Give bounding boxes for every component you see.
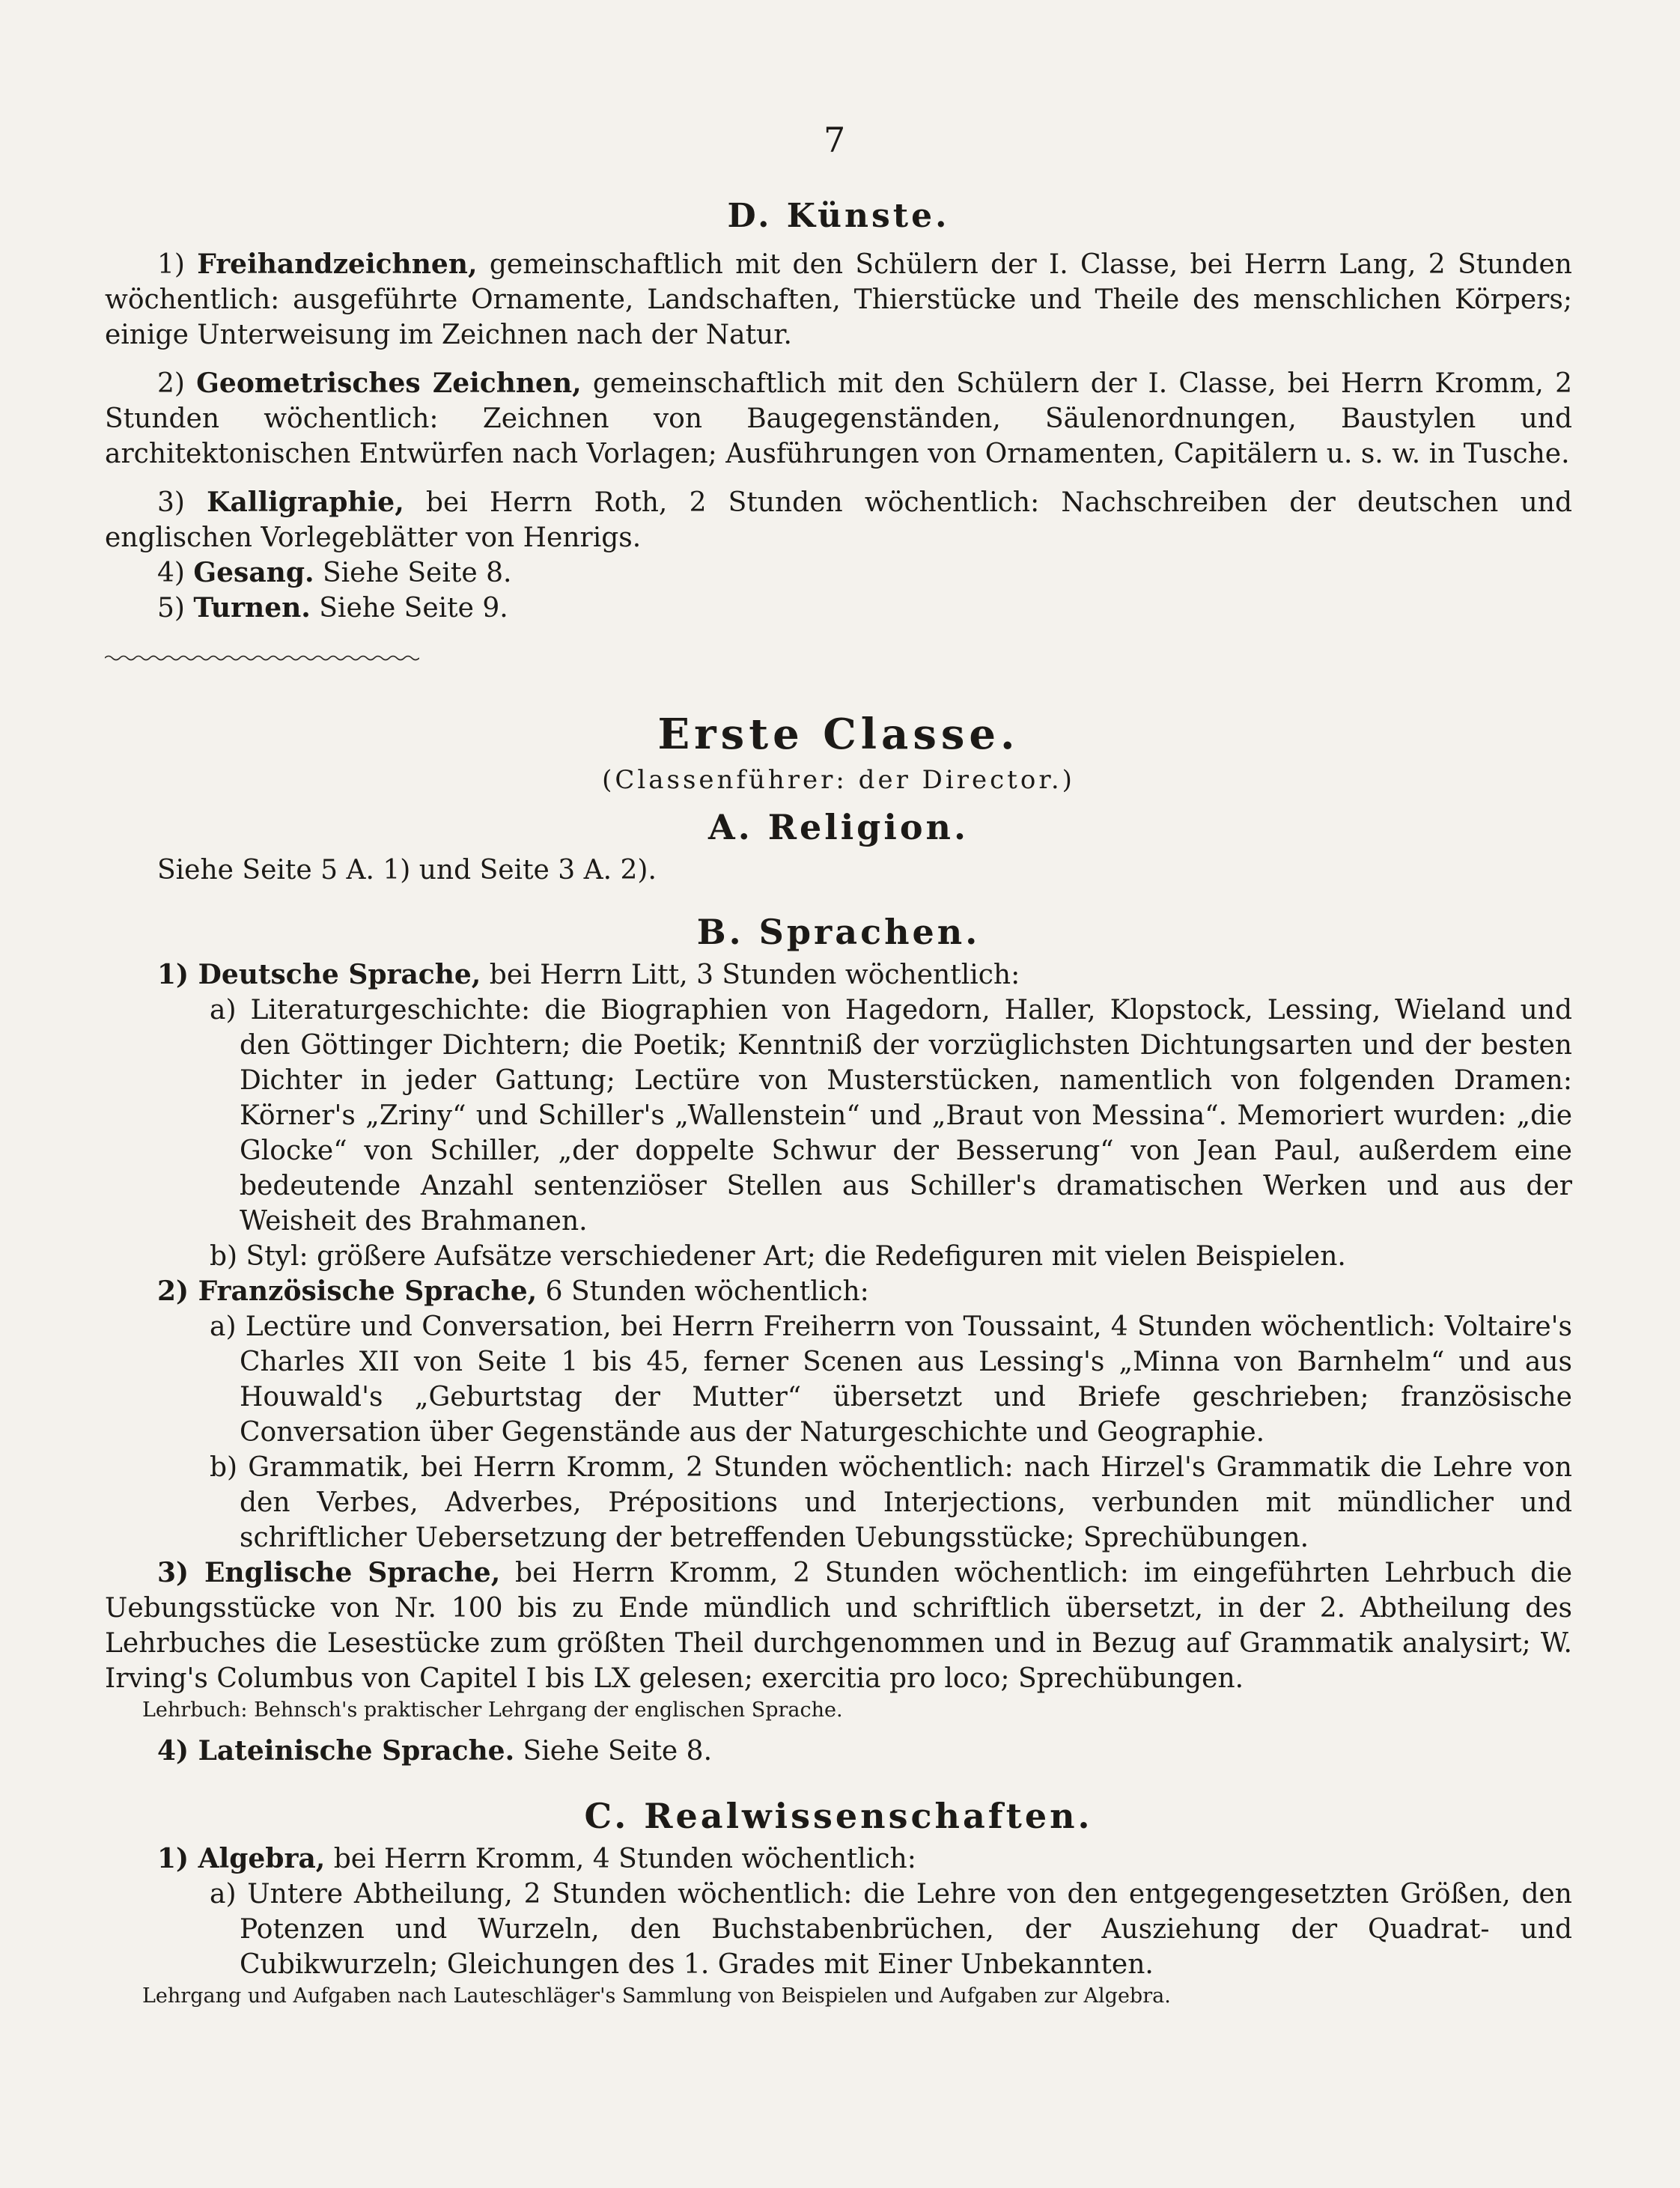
franzoesisch-item-a: a) Lectüre und Conversation, bei Herrn Freiherrn von Toussaint, 4 Stunden wöchentlich: Voltaire's Charles XII von Seite 1 bis 45, ferner Scenen aus Lessing's „Minna von Barnhelm“ und aus Houwald's „Geburtstag der Mutter“ übersetzt und Briefe geschrieben; französische Conversation über Gegenstände aus der Naturgeschichte und Geographie. (210, 1311, 1572, 1448)
kuenste-item-1: 1) Freihandzeichnen, gemeinschaftlich mit den Schülern der I. Classe, bei Herrn Lang, 2 Stunden wöchentlich: ausgeführte Ornamente, Landschaften, Thierstücke und Theile des menschlichen Körpers; einige Unterweisung im Zeichnen nach der Natur. (105, 249, 1572, 350)
religion-text: Siehe Seite 5 A. 1) und Seite 3 A. 2). (157, 855, 657, 886)
deutsch-heading: 1) Deutsche Sprache, bei Herrn Litt, 3 Stunden wöchentlich: (157, 959, 1020, 990)
deutsch-item-a: a) Literaturgeschichte: die Biographien von Hagedorn, Haller, Klopstock, Lessing, Wieland und den Göttinger Dichtern; die Poetik; Kenntniß der vorzüglichsten Dichtungsarten und der besten Dichter in jeder Gattung; Lectüre von Musterstücken, namentlich von folgenden Dramen: Körner's „Zriny“ und Schiller's „Wallenstein“ und „Braut von Messina“. Memoriert wurden: „die Glocke“ von Schiller, „der doppelte Schwur der Besserung“ von Jean Paul, außerdem eine bedeutende Anzahl sentenziöser Stellen aus Schiller's dramatischen Werken und aus der Weisheit des Brahmanen. (210, 995, 1572, 1237)
section-heading-religion: A. Religion. (708, 807, 969, 847)
class-heading: Erste Classe. (657, 710, 1020, 759)
englisch-paragraph: 3) Englische Sprache, bei Herrn Kromm, 2 Stunden wöchentlich: im eingeführten Lehrbuch die Uebungsstücke von Nr. 100 bis zu Ende mündlich und schriftlich übersetzt, in der 2. Abtheilung des Lehrbuches die Lesestücke zum größten Theil durchgenommen und in Bezug auf Grammatik analysirt; W. Irving's Columbus von Capitel I bis LX gelesen; exercitia pro loco; Sprechübungen. (105, 1557, 1572, 1694)
kuenste-item-3: 3) Kalligraphie, bei Herrn Roth, 2 Stunden wöchentlich: Nachschreiben der deutschen und englischen Vorlegeblätter von Henrigs. (105, 487, 1572, 553)
englisch-textbook-note: Lehrbuch: Behnsch's praktischer Lehrgang der englischen Sprache. (142, 1698, 843, 1722)
algebra-heading: 1) Algebra, bei Herrn Kromm, 4 Stunden wöchentlich: (157, 1843, 916, 1874)
algebra-note: Lehrgang und Aufgaben nach Lauteschläger's Sammlung von Beispielen und Aufgaben zur Algebra. (142, 1984, 1171, 2008)
kuenste-item-2: 2) Geometrisches Zeichnen, gemeinschaftlich mit den Schülern der I. Classe, bei Herrn Kromm, 2 Stunden wöchentlich: Zeichnen von Baugegenständen, Säulenordnungen, Baustylen und architektonischen Entwürfen nach Vorlagen; Ausführungen von Ornamenten, Capitälern u. s. w. in Tusche. (105, 368, 1572, 469)
kuenste-item-5: 5) Turnen. Siehe Seite 9. (157, 592, 508, 624)
franzoesisch-heading: 2) Französische Sprache, 6 Stunden wöchentlich: (157, 1276, 869, 1307)
algebra-item-a: a) Untere Abtheilung, 2 Stunden wöchentlich: die Lehre von den entgegengesetzten Größen, den Potenzen und Wurzeln, den Buchstabenbrüchen, der Ausziehung der Quadrat- und Cubikwurzeln; Gleichungen des 1. Grades mit Einer Unbekannten. (210, 1879, 1572, 1980)
franzoesisch-item-b: b) Grammatik, bei Herrn Kromm, 2 Stunden wöchentlich: nach Hirzel's Grammatik die Lehre von den Verbes, Adverbes, Prépositions und Interjections, verbunden mit mündlicher und schriftlicher Uebersetzung der betreffenden Uebungsstücke; Sprechübungen. (210, 1452, 1572, 1553)
page-number: 7 (824, 120, 846, 160)
section-heading-realwissenschaften: C. Realwissenschaften. (584, 1796, 1093, 1836)
latein-paragraph: 4) Lateinische Sprache. Siehe Seite 8. (157, 1735, 713, 1767)
ornamental-divider (105, 653, 419, 663)
class-leader: (Classenführer: der Director.) (602, 765, 1075, 795)
kuenste-item-4: 4) Gesang. Siehe Seite 8. (157, 557, 512, 588)
page-body (105, 198, 1572, 2011)
section-heading-kuenste: D. Künste. (727, 197, 950, 235)
deutsch-item-b: b) Styl: größere Aufsätze verschiedener Art; die Redefiguren mit vielen Beispielen. (210, 1241, 1346, 1272)
section-heading-sprachen: B. Sprachen. (696, 912, 981, 952)
